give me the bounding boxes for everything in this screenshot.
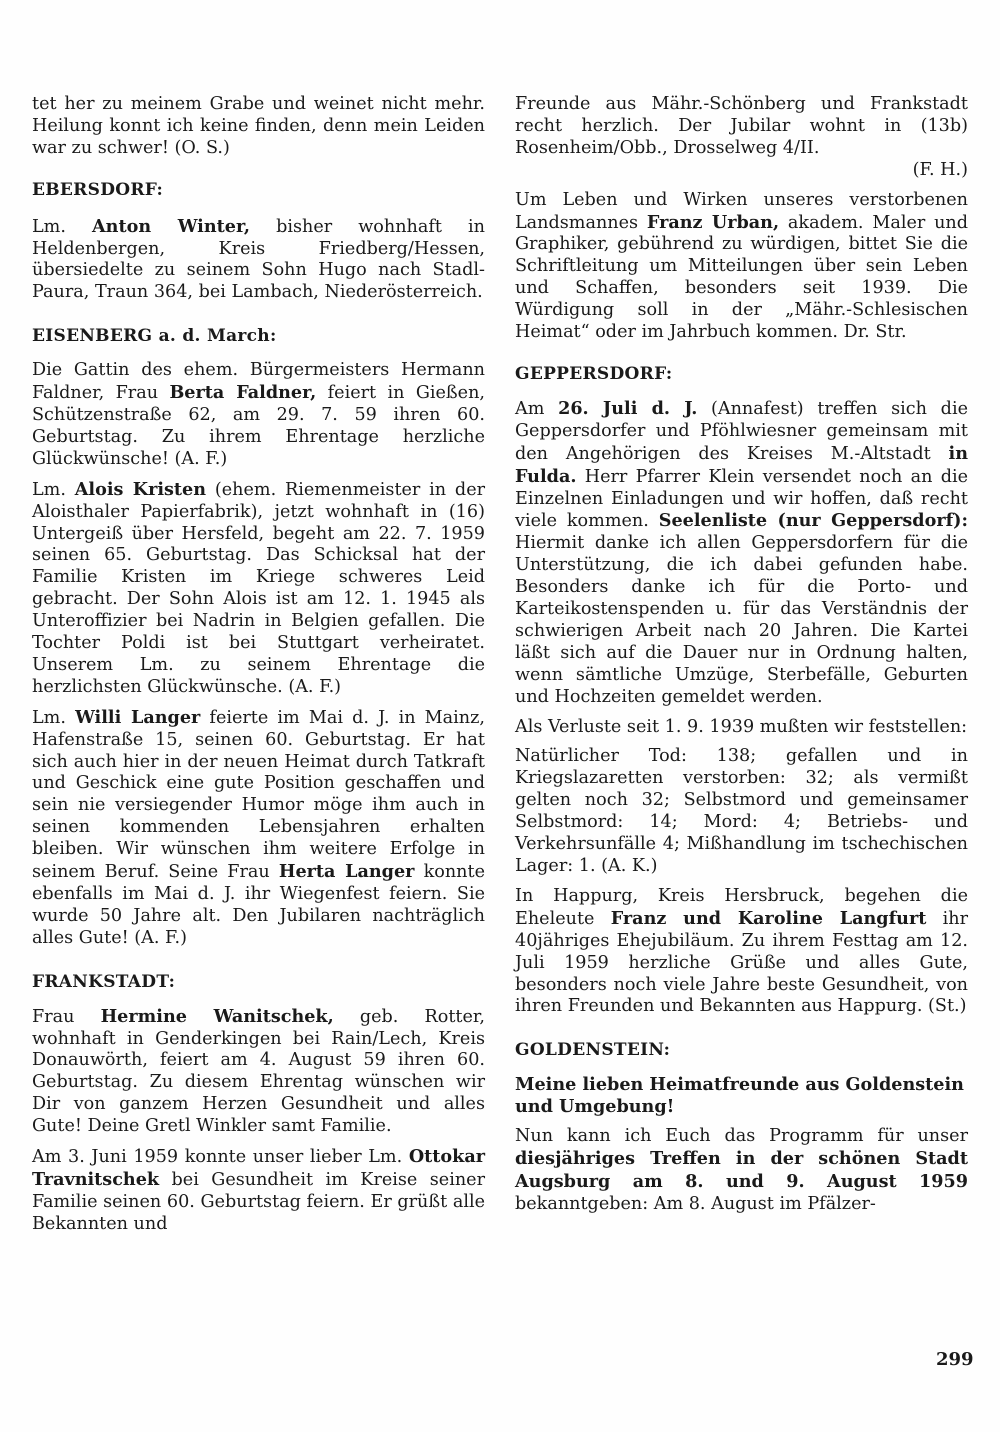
person-name: Willi Langer [75,706,201,728]
eisenberg-paragraph-3: Lm. Willi Langer feierte im Mai d. J. in Mainz, Hafenstraße 15, seinen 60. Geburtstag. Er hat sich auch hier in der neuen Heimat durch Tatkraft und Geschick eine gute Position geschaffen und sein nie versiegender Humor möge ihm auch in seinen kommenden Lebensjahren erhalten bleiben. Wir wünschen ihm weitere Erfolge in seinem Beruf. Seine Frau Herta Langer konnte ebenfalls im Mai d. J. ihr Wiegenfest feiern. Sie wurde 50 Jahre alt. Den Jubilaren nachträglich alles Gute! (A. F.) [32,706,485,948]
goldenstein-paragraph-1: Nun kann ich Euch das Programm für unser diesjähriges Treffen in der schönen Stadt Augsburg am 8. und 9. August 1959 bekanntgeben: Am 8. August im Pfälzer- [515,1126,968,1214]
person-name: Berta Faldner, [169,382,317,404]
geppersdorf-paragraph-2: Als Verluste seit 1. 9. 1939 mußten wir feststellen: [515,716,968,737]
continued-paragraph: Freunde aus Mähr.-Schönberg und Frankstadt recht herzlich. Der Jubilar wohnt in (13b) Rosenheim/Obb., Drosselweg 4/II. [515,94,968,158]
frankstadt-paragraph-2: Am 3. Juni 1959 konnte unser lieber Lm. Ottokar Travnitschek bei Gesundheit im Kreise seiner Familie seinen 60. Geburtstag feiern. Er grüßt alle Bekannten und [32,1146,485,1234]
heading-goldenstein: GOLDENSTEIN: [515,1040,671,1061]
geppersdorf-paragraph-3: Natürlicher Tod: 138; gefallen und in Kriegslazaretten verstorben: 32; als vermißt gelten noch 32; Selbstmord und gemeinsamer Selbstmord: 14; Mord: 4; Betriebs- und Verkehrsunfälle 4; Mißhandlung im tschechischen Lager: 1. (A. K.) [515,746,968,876]
heading-geppersdorf: GEPPERSDORF: [515,363,673,384]
person-name: Franz und Karoline Langfurt [610,907,927,929]
person-name: Herta Langer [278,861,415,883]
geppersdorf-paragraph-4: In Happurg, Kreis Hersbruck, begehen die Eheleute Franz und Karoline Langfurt ihr 40jähriges Ehejubiläum. Zu ihrem Festtag am 12. Juli 1959 herzliche Grüße und alles Gute, besonders noch viele Jahre beste Gesundheit, von ihren Freunden und Bekannten aus Happurg. (St.) [515,885,968,1017]
heading-eisenberg: EISENBERG a. d. March: [32,326,277,347]
emphasis: diesjähriges Treffen in der schönen Stadt Augsburg am 8. und 9. August 1959 [515,1147,968,1192]
page-number: 299 [936,1349,974,1370]
intro-paragraph: tet her zu meinem Grabe und weinet nicht mehr. Heilung konnt ich keine finden, denn mein Leiden war zu schwer! (O. S.) [32,94,485,158]
emphasis: Seelenliste (nur Geppersdorf): [658,510,968,532]
left-column [32,94,485,1236]
person-name: Hermine Wanitschek, [100,1005,334,1027]
event-date: 26. Juli d. J. [558,397,698,419]
signature: (F. H.) [912,159,968,180]
frankstadt-paragraph-1: Frau Hermine Wanitschek, geb. Rotter, wohnhaft in Genderkingen bei Rain/Lech, Kreis Donauwörth, feiert am 4. August 59 ihren 60. Geburtstag. Zu diesem Ehrentag wünschen wir Dir von ganzem Herzen Gesundheit und alles Gute! Deine Gretl Winkler samt Familie. [32,1005,485,1137]
heading-ebersdorf: EBERSDORF: [32,179,164,200]
person-name: Anton Winter, [92,215,251,237]
eisenberg-paragraph-1: Die Gattin des ehem. Bürgermeisters Hermann Faldner, Frau Berta Faldner, feiert in Gießen, Schützenstraße 62, am 29. 7. 59 ihren 60. Geburtstag. Zu ihrem Ehrentage herzliche Glückwünsche! (A. F.) [32,360,486,469]
event-place: in Fulda. [515,442,968,487]
right-column [515,94,968,1216]
ebersdorf-paragraph: Lm. Anton Winter, bisher wohnhaft in Heldenbergen, Kreis Friedberg/Hessen, übersiedelte zu seinem Sohn Hugo nach Stadl-Paura, Traun 364, bei Lambach, Niederösterreich. [32,215,485,303]
eisenberg-paragraph-2: Lm. Alois Kristen (ehem. Riemenmeister in der Aloisthaler Papierfabrik), jetzt wohnhaft in (16) Untergeiß über Hersfeld, begeht am 22. 7. 1959 seinen 65. Geburtstag. Das Schicksal hat der Familie Kristen im Kriege schweres Leid gebracht. Der Sohn Alois ist am 12. 1. 1945 als Unteroffizier bei Nadrin in Belgien gefallen. Die Tochter Poldi ist bei Stuttgart verheiratet. Unserem Lm. zu seinem Ehrentage die herzlichsten Glückwünsche. (A. F.) [32,478,486,697]
goldenstein-subheading: Meine lieben Heimatfreunde aus Goldenstein und Umgebung! [515,1074,964,1118]
geppersdorf-paragraph-1: Am 26. Juli d. J. (Annafest) treffen sich die Geppersdorfer und Pföhlwiesner gemeinsam mit den Angehörigen des Kreises M.-Altstadt in Fulda. Herr Pfarrer Klein versendet noch an die Einzelnen Einladungen und wir hoffen, daß recht viele kommen. Seelenliste (nur Geppersdorf): Hiermit danke ich allen Geppersdorfern für die Unterstützung, die ich dabei gefunden habe. Besonders danke ich für die Porto- und Karteikostenspenden u. für das Verständnis der schwierigen Arbeit nach 20 Jahren. Die Kartei läßt sich auf die Dauer nur in Ordnung halten, wenn sämtliche Umzüge, Sterbefälle, Geburten und Hochzeiten gemeldet werden. [515,397,968,707]
heading-frankstadt: FRANKSTADT: [32,971,176,992]
person-name: Ottokar Travnitschek [32,1146,485,1190]
urban-paragraph: Um Leben und Wirken unseres verstorbenen Landsmannes Franz Urban, akadem. Maler und Graphiker, gebührend zu würdigen, bittet Sie die Schriftleitung um Mitteilungen über sein Leben und Schaffen, besonders seit 1939. Die Würdigung soll in der „Mähr.-Schlesischen Heimat“ oder im Jahrbuch kommen. Dr. Str. [515,189,969,343]
person-name: Alois Kristen [74,478,207,500]
person-name: Franz Urban, [646,211,780,233]
